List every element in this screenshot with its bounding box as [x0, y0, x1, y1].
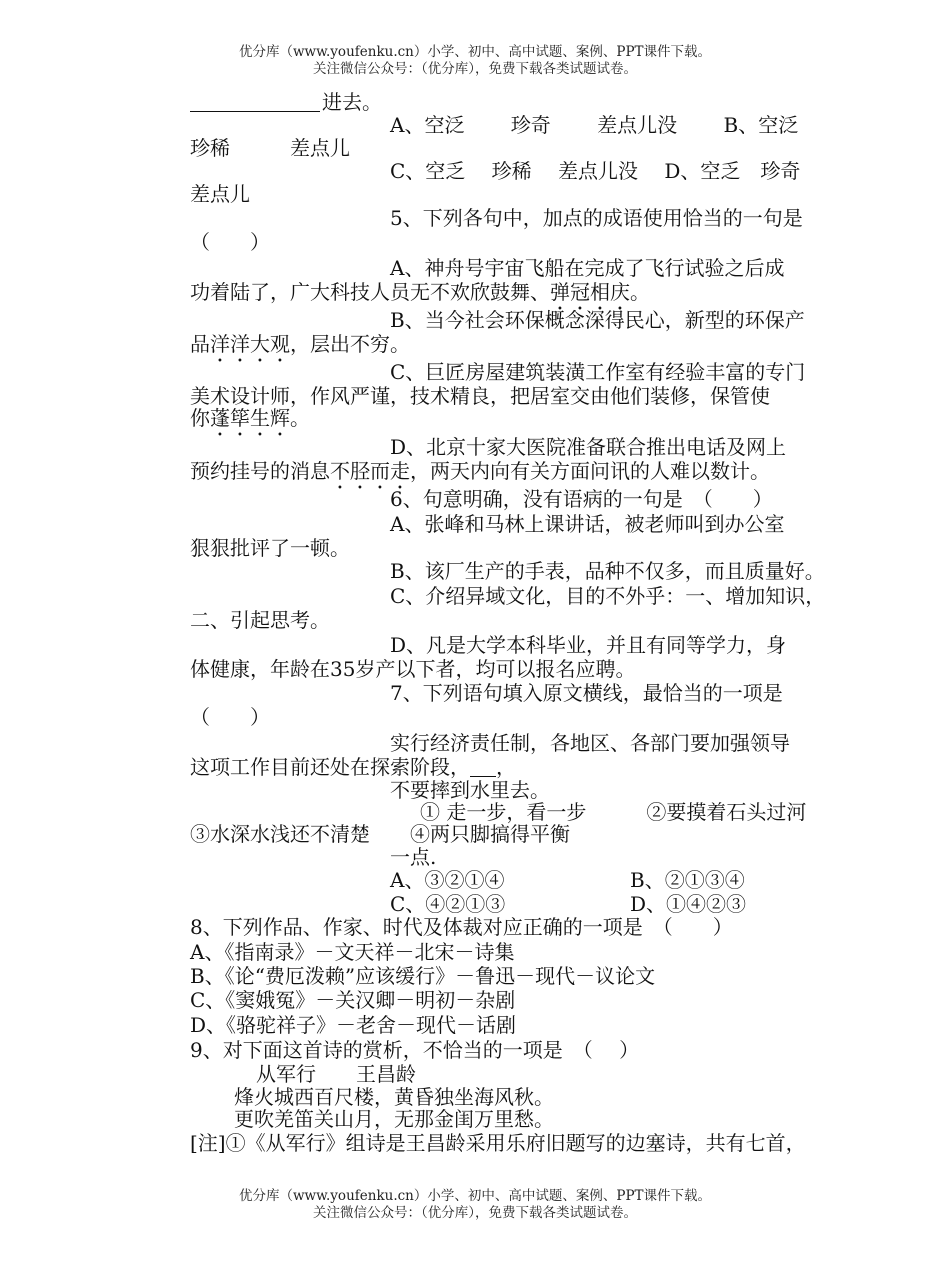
- q5-option-c-cont: 美术设计师，作风严谨，技术精良，把居室交由他们装修，保管使: [190, 384, 770, 408]
- header-line-1: 优分库（www.youfenku.cn）小学、初中、高中试题、案例、PPT课件下载。: [238, 44, 712, 60]
- q7-option-b: B、②①③④: [630, 868, 745, 892]
- q6-option-d: D、凡是大学本科毕业，并且有同等学力，身: [390, 633, 787, 657]
- q5-option-b: B、当今社会环保概念深得民心，新型的环保产: [390, 308, 805, 332]
- q7-stem: 7、下列语句填入原文横线，最恰当的一项是: [390, 681, 783, 705]
- footer-line-2: 关注微信公众号：（优分库），免费下载各类试题试卷。: [313, 1205, 637, 1221]
- q4-option-b-cont: 珍稀 差点儿: [190, 136, 350, 160]
- q7-option-a: A、③②①④: [390, 868, 505, 892]
- q7-choices-2: ③水深水浅还不清楚 ④两只脚搞得平衡: [190, 822, 570, 846]
- q4-fill-blank: 进去。: [190, 90, 382, 114]
- q4-option-c-d: C、空乏 珍稀 差点儿没 D、空乏 珍奇: [390, 159, 801, 183]
- poem-title: 从军行 王昌龄: [256, 1062, 416, 1086]
- q5-option-d-cont: 预约挂号的消息不胫而走，两天内向有关方面问讯的人难以数计。: [190, 459, 770, 483]
- answer-blank: [470, 756, 496, 777]
- page-footer: [0, 1188, 950, 1222]
- q6-option-c: C、介绍异域文化，目的不外乎：一、增加知识，: [390, 584, 826, 608]
- q7-option-d: D、①④②③: [630, 892, 747, 916]
- q4-option-d-cont: 差点儿: [190, 182, 250, 206]
- q7-passage-2: 这项工作目前还处在探索阶段， ，: [190, 755, 516, 779]
- q5-option-c: C、巨匠房屋建筑装潢工作室有经验丰富的专门: [390, 360, 806, 384]
- q8-option-a: A、《指南录》－文天祥－北宋－诗集: [190, 940, 515, 964]
- q5-stem: 5、下列各句中，加点的成语使用恰当的一句是: [390, 206, 803, 230]
- q7-passage-3: 不要摔到水里去。: [390, 778, 550, 802]
- dotted-idiom: 洋洋大观: [210, 332, 290, 356]
- q8-stem: 8、下列作品、作家、时代及体裁对应正确的一项是 （ ）: [190, 915, 733, 939]
- dotted-idiom: 弹冠相庆: [550, 280, 630, 304]
- q5-paren: （ ）: [190, 230, 270, 254]
- q8-option-b: B、《论“费厄泼赖”应该缓行》－鲁迅－现代－议论文: [190, 964, 656, 988]
- header-line-2: 关注微信公众号：（优分库），免费下载各类试题试卷。: [313, 61, 637, 77]
- footer-line-1: 优分库（www.youfenku.cn）小学、初中、高中试题、案例、PPT课件下载。: [238, 1188, 712, 1204]
- q7-paren: （ ）: [190, 705, 270, 729]
- dotted-idiom: 蓬筚生辉: [210, 406, 290, 430]
- q5-option-a-cont: 功着陆了，广大科技人员无不欢欣鼓舞、弹冠相庆。: [190, 280, 650, 304]
- q7-option-c: C、④②①③: [390, 892, 506, 916]
- dotted-idiom: 不胫而走: [330, 459, 410, 483]
- q6-stem: 6、句意明确，没有语病的一句是 （ ）: [390, 487, 773, 511]
- q5-option-b-cont: 品洋洋大观，层出不穷。: [190, 332, 410, 356]
- q6-option-c-cont: 二、引起思考。: [190, 608, 330, 632]
- poem-line-2: 更吹羌笛关山月，无那金闺万里愁。: [234, 1107, 554, 1131]
- poem-line-1: 烽火城西百尺楼，黄昏独坐海风秋。: [234, 1085, 554, 1109]
- q8-option-c: C、《窦娥冤》－关汉卿－明初－杂剧: [190, 988, 516, 1012]
- q7-choices-1: ① 走一步，看一步 ②要摸着石头过河: [420, 800, 807, 824]
- q6-option-b: B、该厂生产的手表，品种不仅多，而且质量好。: [390, 559, 825, 583]
- q5-option-d: D、北京十家大医院准备联合推出电话及网上: [390, 435, 787, 459]
- poem-note: [注]①《从军行》组诗是王昌龄采用乐府旧题写的边塞诗，共有七首，: [190, 1131, 806, 1155]
- q9-stem: 9、对下面这首诗的赏析，不恰当的一项是 （ ）: [190, 1038, 640, 1062]
- q5-option-c-cont-2: 你蓬筚生辉。: [190, 406, 310, 430]
- q6-option-a-cont: 狠狠批评了一顿。: [190, 536, 350, 560]
- q7-passage-1: 实行经济责任制，各地区、各部门要加强领导: [390, 731, 790, 755]
- q5-option-a: A、神舟号宇宙飞船在完成了飞行试验之后成: [390, 256, 785, 280]
- answer-blank: [190, 91, 320, 112]
- q7-choices-3: 一点.: [390, 845, 437, 869]
- q6-option-d-cont: 体健康，年龄在35岁产以下者，均可以报名应聘。: [190, 657, 636, 681]
- page-header: [0, 44, 950, 78]
- q8-option-d: D、《骆驼祥子》－老舍－现代－话剧: [190, 1013, 517, 1037]
- q6-option-a: A、张峰和马林上课讲话，被老师叫到办公室: [390, 512, 785, 536]
- q4-option-a-b: A、空泛 珍奇 差点儿没 B、空泛: [390, 113, 799, 137]
